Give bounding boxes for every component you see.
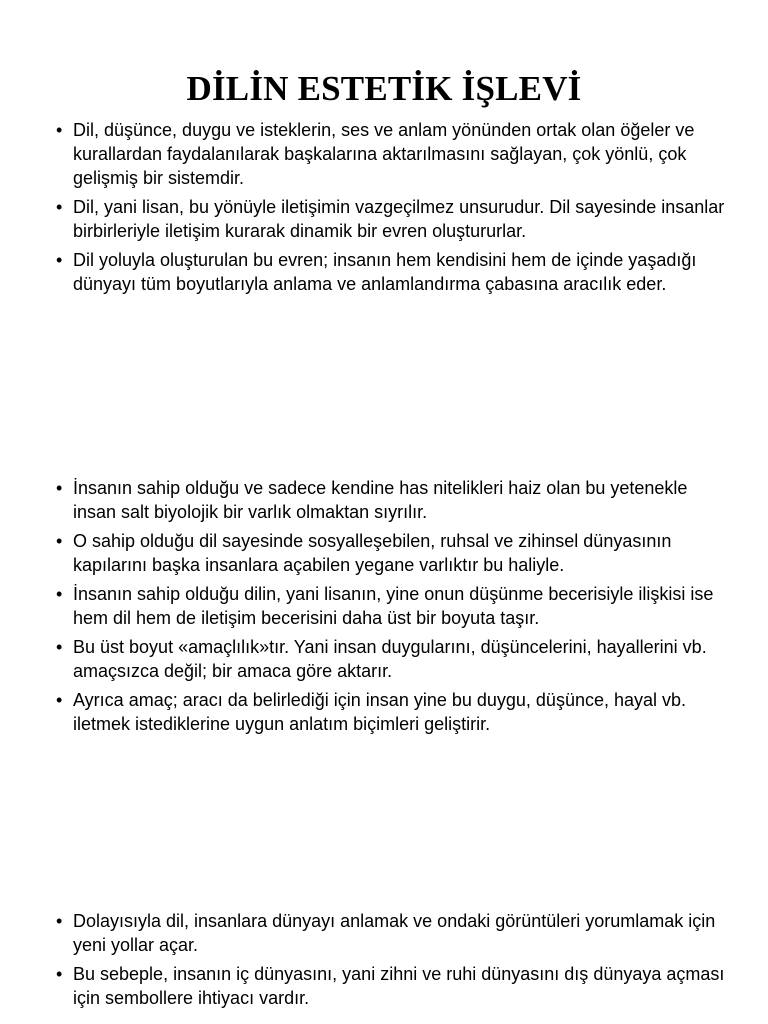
- bullet-list-section-2: [56, 476, 728, 741]
- bullet-list-section-1: [56, 118, 728, 301]
- bullet-item: • Dil yoluyla oluşturulan bu evren; insanın hem kendisini hem de içinde yaşadığı dünyayı tüm boyutlarıyla anlama ve anlamlandırma çabasına aracılık eder.: [56, 248, 728, 296]
- bullet-item: • Dil, yani lisan, bu yönüyle iletişimin vazgeçilmez unsurudur. Dil sayesinde insanlar birbirleriyle iletişim kurarak dinamik bir evren oluştururlar.: [56, 195, 728, 243]
- bullet-item: • Ayrıca amaç; aracı da belirlediği için insan yine bu duygu, düşünce, hayal vb. iletmek istediklerine uygun anlatım biçimleri geliştirir.: [56, 688, 728, 736]
- bullet-item: • Dolayısıyla dil, insanlara dünyayı anlamak ve ondaki görüntüleri yorumlamak için yeni yollar açar.: [56, 909, 728, 957]
- bullet-item: • Bu üst boyut «amaçlılık»tır. Yani insan duygularını, düşüncelerini, hayallerini vb. amaçsızca değil; bir amaca göre aktarır.: [56, 635, 728, 683]
- page-title: DİLİN ESTETİK İŞLEVİ: [186, 69, 582, 109]
- bullet-item: • O sahip olduğu dil sayesinde sosyalleşebilen, ruhsal ve zihinsel dünyasının kapılarını başka insanlara açabilen yegane varlıktır bu haliyle.: [56, 529, 728, 577]
- bullet-item: • İnsanın sahip olduğu ve sadece kendine has nitelikleri haiz olan bu yetenekle insan salt biyolojik bir varlık olmaktan sıyrılır.: [56, 476, 728, 524]
- bullet-list-section-3: [56, 909, 728, 1015]
- bullet-item: • İnsanın sahip olduğu dilin, yani lisanın, yine onun düşünme becerisiyle ilişkisi ise hem dil hem de iletişim becerisini daha üst bir boyuta taşır.: [56, 582, 728, 630]
- bullet-item: • Dil, düşünce, duygu ve isteklerin, ses ve anlam yönünden ortak olan öğeler ve kurallardan faydalanılarak başkalarına aktarılmasını sağlayan, çok yönlü, çok gelişmiş bir sistemdir.: [56, 118, 728, 190]
- bullet-item: • Bu sebeple, insanın iç dünyasını, yani zihni ve ruhi dünyasını dış dünyaya açması için sembollere ihtiyacı vardır.: [56, 962, 728, 1010]
